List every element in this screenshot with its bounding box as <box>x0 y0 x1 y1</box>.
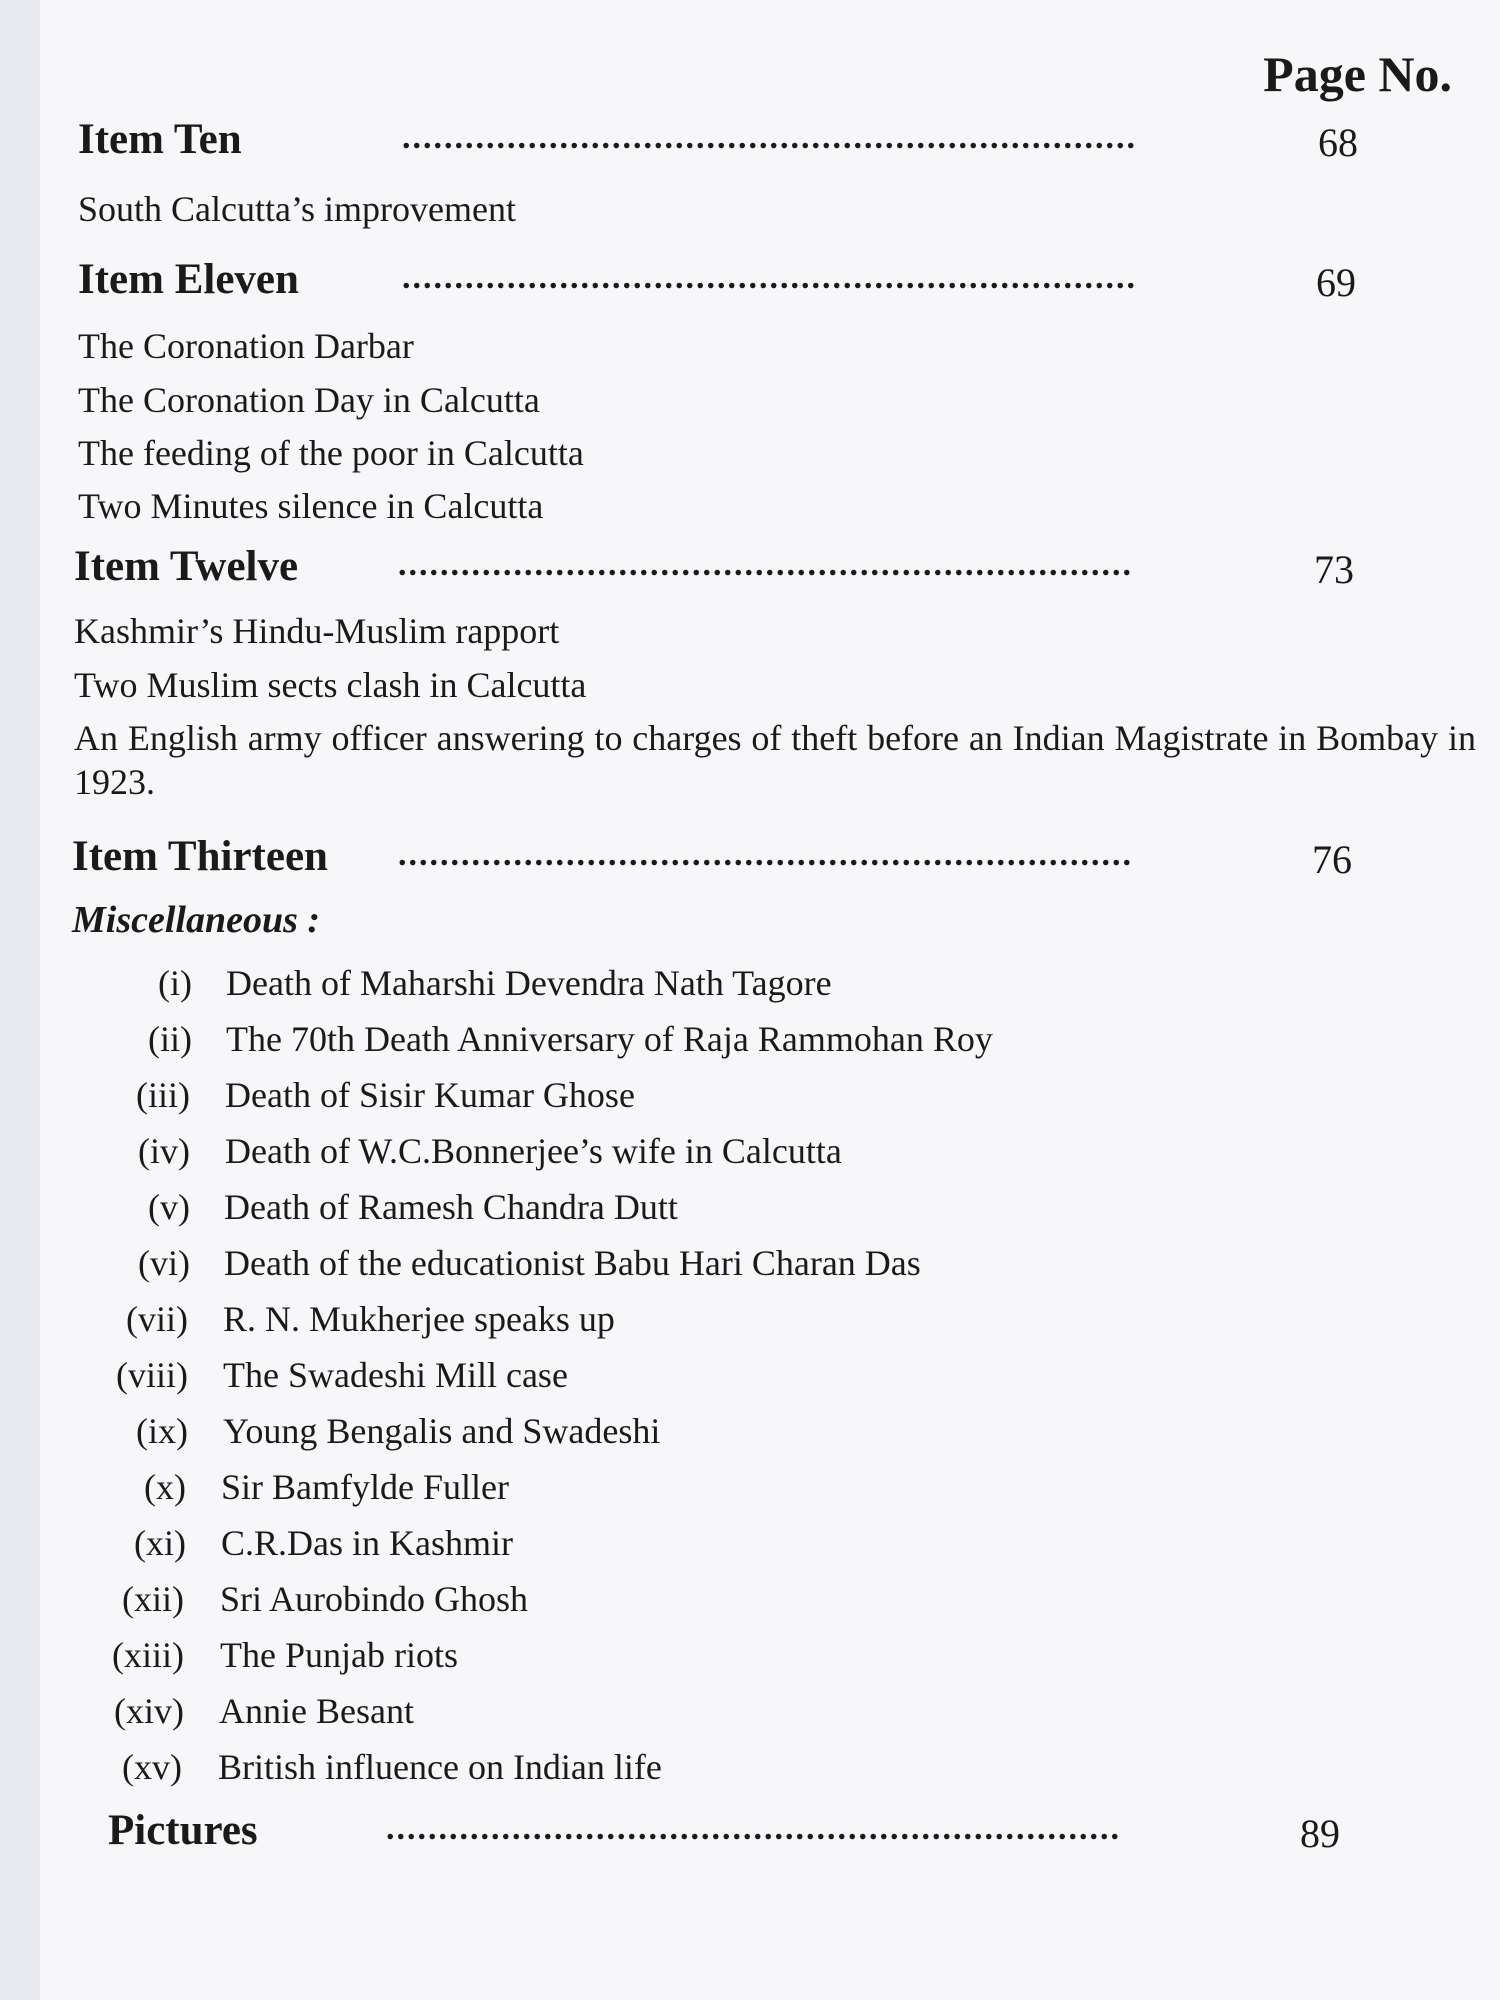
toc-subentry: Kashmir’s Hindu-Muslim rapport <box>74 611 560 651</box>
list-numeral: (i) <box>158 963 192 1003</box>
toc-subentry: Two Minutes silence in Calcutta <box>78 486 544 526</box>
list-numeral: (x) <box>144 1467 186 1507</box>
list-item-text: Sir Bamfylde Fuller <box>221 1467 509 1507</box>
toc-entry-item-twelve[interactable] <box>40 542 1500 602</box>
dot-leader: ...................................................................... <box>402 259 1137 296</box>
toc-subentry: Two Muslim sects clash in Calcutta <box>74 665 587 705</box>
miscellaneous-heading: Miscellaneous : <box>72 899 321 941</box>
page-number: 89 <box>1300 1811 1340 1856</box>
toc-entry-pictures[interactable] <box>40 1806 1500 1866</box>
list-numeral: (vi) <box>138 1243 190 1283</box>
dot-leader: ...................................................................... <box>402 119 1137 156</box>
list-numeral: (xi) <box>134 1523 186 1563</box>
toc-subentry: South Calcutta’s improvement <box>78 189 516 229</box>
item-title: Item Eleven <box>78 256 299 303</box>
list-item-text: Young Bengalis and Swadeshi <box>223 1411 661 1451</box>
list-numeral: (ii) <box>148 1019 192 1059</box>
page-no-header: Page No. <box>1263 46 1452 102</box>
item-title: Item Ten <box>78 116 242 163</box>
toc-subentry: The Coronation Darbar <box>78 326 414 366</box>
list-numeral: (v) <box>148 1187 190 1227</box>
toc-entry-item-thirteen[interactable] <box>40 832 1500 892</box>
page-number: 73 <box>1314 547 1354 592</box>
list-numeral: (xiv) <box>114 1691 184 1731</box>
list-item-text: Death of the educationist Babu Hari Charan Das <box>224 1243 921 1283</box>
list-numeral: (viii) <box>116 1355 188 1395</box>
list-item-text: The 70th Death Anniversary of Raja Rammohan Roy <box>226 1019 993 1059</box>
toc-entry-item-eleven[interactable] <box>40 255 1500 315</box>
item-title: Item Twelve <box>74 543 299 590</box>
toc-subentry: The feeding of the poor in Calcutta <box>78 433 584 473</box>
list-item-text: British influence on Indian life <box>218 1747 662 1787</box>
contents-page <box>40 0 1500 2000</box>
list-item-text: Death of Maharshi Devendra Nath Tagore <box>226 963 832 1003</box>
item-title: Pictures <box>108 1807 258 1854</box>
list-item-text: The Punjab riots <box>220 1635 458 1675</box>
list-item-text: R. N. Mukherjee speaks up <box>223 1299 615 1339</box>
toc-entry-item-ten[interactable] <box>40 115 1500 175</box>
list-numeral: (ix) <box>136 1411 188 1451</box>
list-item-text: Death of Sisir Kumar Ghose <box>225 1075 635 1115</box>
list-item-text: Sri Aurobindo Ghosh <box>220 1579 529 1619</box>
list-item-text: Death of Ramesh Chandra Dutt <box>224 1187 678 1227</box>
list-numeral: (xii) <box>122 1579 184 1619</box>
list-numeral: (xv) <box>122 1747 182 1787</box>
list-item-text: The Swadeshi Mill case <box>223 1355 568 1395</box>
toc-subentry: The Coronation Day in Calcutta <box>78 380 540 420</box>
list-item-text: Annie Besant <box>219 1691 414 1731</box>
list-numeral: (xiii) <box>112 1635 184 1675</box>
list-numeral: (iii) <box>136 1075 190 1115</box>
page-number: 68 <box>1318 120 1358 165</box>
page-number: 69 <box>1316 260 1356 305</box>
item-title: Item Thirteen <box>72 833 328 880</box>
list-item-text: C.R.Das in Kashmir <box>221 1523 513 1563</box>
dot-leader: ...................................................................... <box>398 546 1133 583</box>
dot-leader: ...................................................................... <box>398 836 1133 873</box>
page-number: 76 <box>1312 837 1352 882</box>
toc-subentry-paragraph: An English army officer answering to charges of theft before an Indian Magistrate in Bombay in 1923. <box>74 718 1476 802</box>
list-item-text: Death of W.C.Bonnerjee’s wife in Calcutta <box>225 1131 842 1171</box>
list-numeral: (iv) <box>138 1131 190 1171</box>
list-numeral: (vii) <box>126 1299 188 1339</box>
dot-leader: ...................................................................... <box>386 1810 1121 1847</box>
